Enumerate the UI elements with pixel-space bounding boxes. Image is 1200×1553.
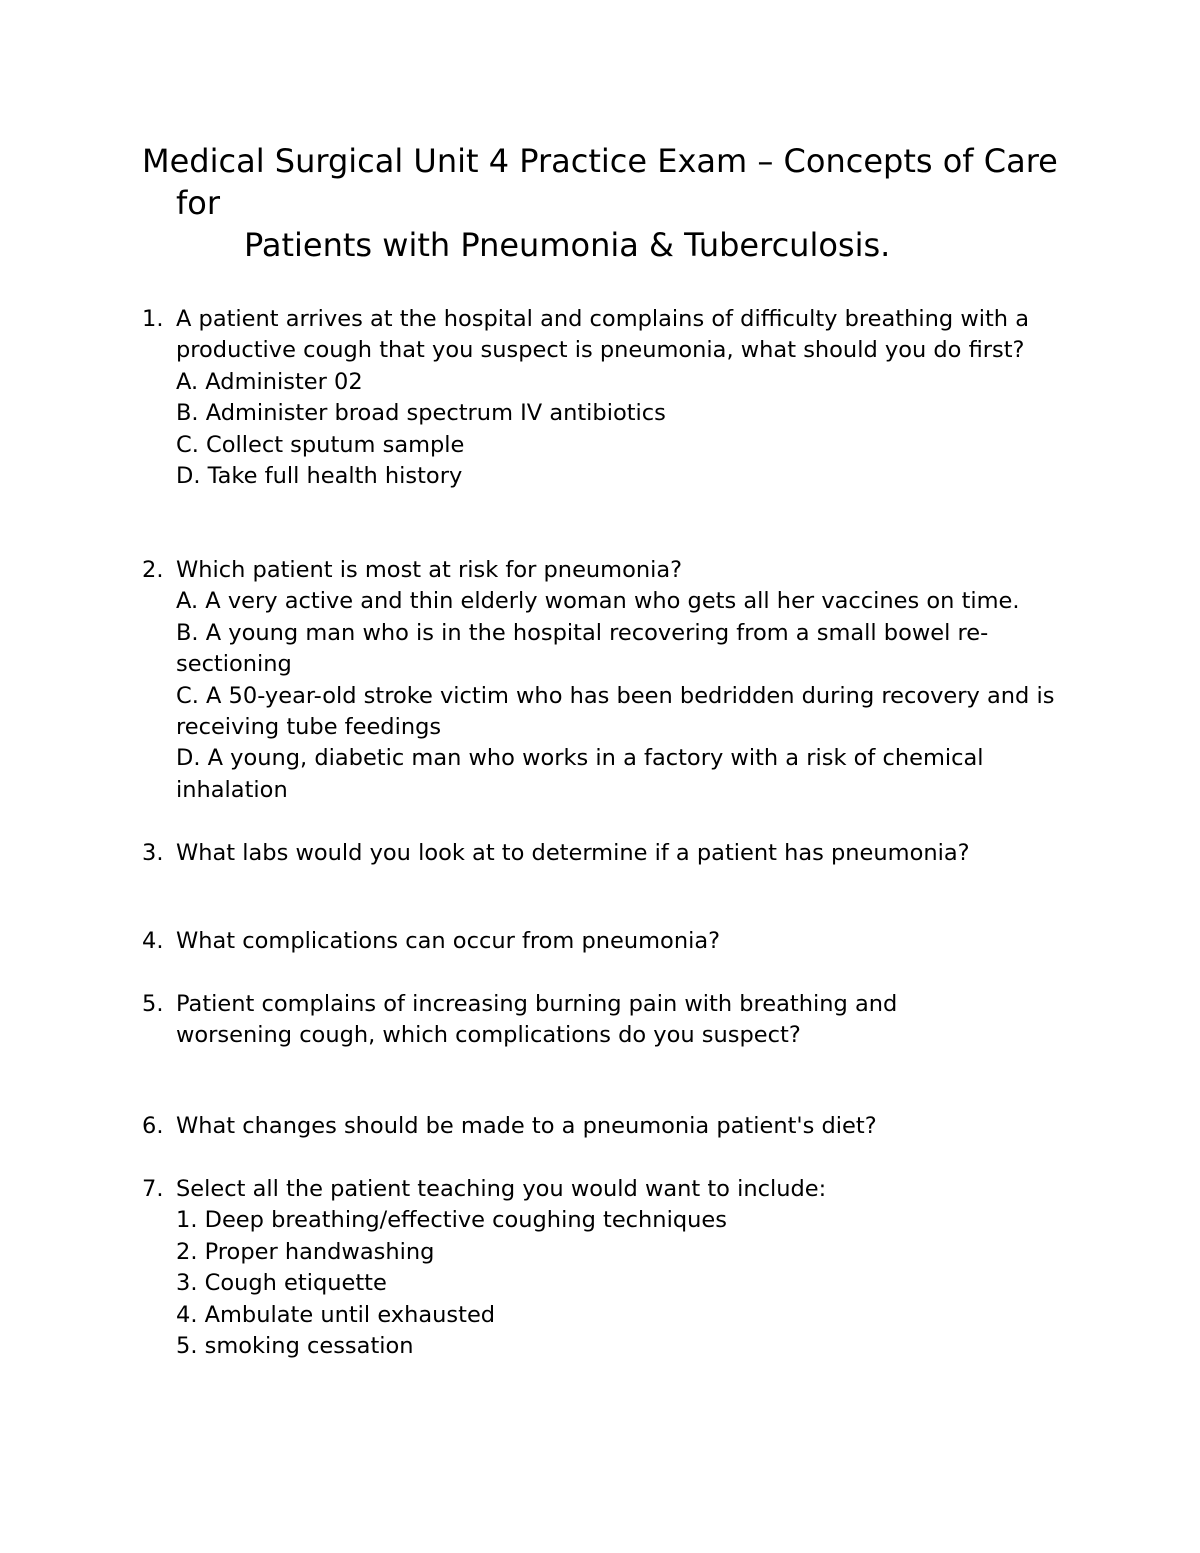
question-number: 1. (142, 306, 164, 332)
teaching-option-2: 2. Proper handwashing (176, 1238, 435, 1265)
question-text: What changes should be made to a pneumonia patient's diet? (176, 1113, 877, 1139)
answer-option-b: B. Administer broad spectrum IV antibiotics (176, 400, 666, 427)
question-text: Patient complains of increasing burning pain with breathing and worsening cough, which complications do you suspect? (176, 991, 898, 1049)
title-line-2: Patients with Pneumonia & Tuberculosis. (244, 226, 891, 264)
question-1 (142, 304, 1072, 492)
answer-option-c: C. A 50-year-old stroke victim who has been bedridden during recovery and is receiving tube feedings (176, 682, 1055, 741)
document-title (142, 140, 1082, 266)
answer-option-c: C. Collect sputum sample (176, 431, 465, 458)
question-number: 7. (142, 1176, 164, 1202)
question-number: 2. (142, 557, 164, 583)
question-2 (142, 555, 1072, 806)
question-text: A patient arrives at the hospital and complains of difficulty breathing with a productive cough that you suspect is pneumonia, what should you do first? (176, 306, 1029, 364)
question-6 (142, 1111, 1072, 1142)
question-5 (142, 989, 1072, 1052)
question-number: 4. (142, 928, 164, 954)
title-line-1: Medical Surgical Unit 4 Practice Exam – Concepts of Care for (142, 142, 1058, 222)
question-text: What complications can occur from pneumonia? (176, 928, 721, 954)
question-number: 3. (142, 840, 164, 866)
question-4 (142, 926, 1072, 957)
question-number: 5. (142, 991, 164, 1017)
answer-option-a: A. Administer 02 (176, 368, 363, 395)
question-text: Select all the patient teaching you would want to include: (176, 1176, 827, 1202)
question-7 (142, 1174, 1072, 1362)
answer-option-d: D. A young, diabetic man who works in a factory with a risk of chemical inhalation (176, 745, 984, 803)
answer-option-d: D. Take full health history (176, 463, 463, 490)
question-3 (142, 838, 1072, 869)
question-text: Which patient is most at risk for pneumonia? (176, 557, 683, 583)
teaching-option-3: 3. Cough etiquette (176, 1270, 387, 1297)
question-text: What labs would you look at to determine if a patient has pneumonia? (176, 840, 970, 866)
teaching-option-5: 5. smoking cessation (176, 1333, 414, 1360)
answer-option-b: B. A young man who is in the hospital recovering from a small bowel re-sectioning (176, 619, 989, 678)
teaching-option-1: 1. Deep breathing/effective coughing techniques (176, 1207, 727, 1234)
question-number: 6. (142, 1113, 164, 1139)
answer-option-a: A. A very active and thin elderly woman who gets all her vaccines on time. (176, 588, 1020, 615)
teaching-option-4: 4. Ambulate until exhausted (176, 1301, 496, 1328)
